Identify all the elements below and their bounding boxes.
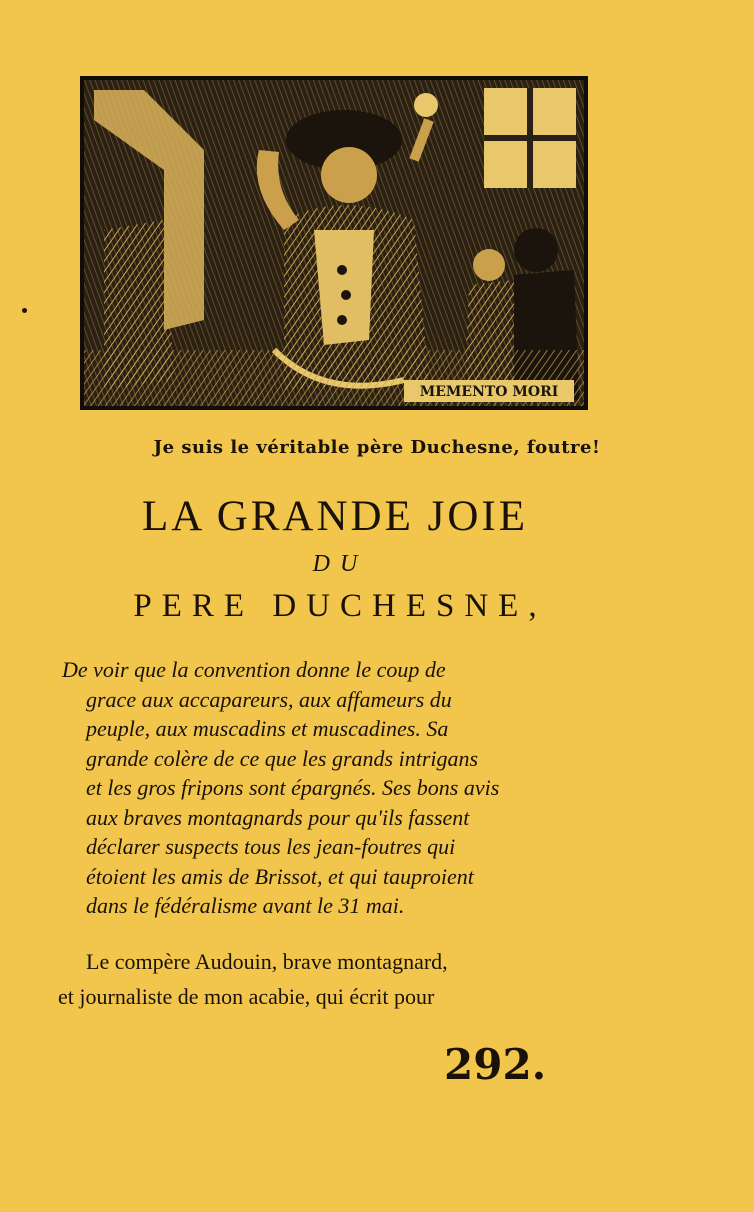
summary-paragraph: [62, 655, 607, 921]
summary-line: et les gros fripons sont épargnés. Ses bons avis: [86, 775, 500, 800]
title-line-1: LA GRANDE JOIE: [142, 493, 528, 540]
woodcut-drawing: [84, 80, 584, 406]
body-line: et journaliste de mon acabie, qui écrit pour: [58, 984, 435, 1009]
motto: Je suis le véritable père Duchesne, foutre!: [153, 437, 601, 458]
woodcut-illustration: [80, 76, 588, 410]
summary-line: déclarer suspects tous les jean-foutres qui: [86, 834, 456, 859]
summary-line: grande colère de ce que les grands intrigans: [86, 745, 479, 771]
body-line: Le compère Audouin, brave montagnard,: [86, 949, 448, 974]
summary-line: peuple, aux muscadins et muscadines. Sa: [86, 716, 449, 741]
body-paragraph: [58, 944, 618, 1014]
ink-spot: [22, 308, 27, 313]
summary-line: dans le fédéralisme avant le 31 mai.: [86, 893, 405, 918]
summary-line: De voir que la convention donne le coup de: [62, 657, 446, 682]
title-line-3: PERE DUCHESNE,: [133, 588, 547, 624]
summary-line: grace aux accapareurs, aux affameurs du: [86, 686, 452, 712]
title-line-2: DU: [312, 551, 368, 577]
summary-line: aux braves montagnards pour qu'ils fassent: [86, 804, 470, 830]
page-number: 292.: [444, 1040, 547, 1089]
woodcut-caption: MEMENTO MORI: [419, 384, 559, 400]
summary-line: étoient les amis de Brissot, et qui tauproient: [86, 863, 474, 889]
